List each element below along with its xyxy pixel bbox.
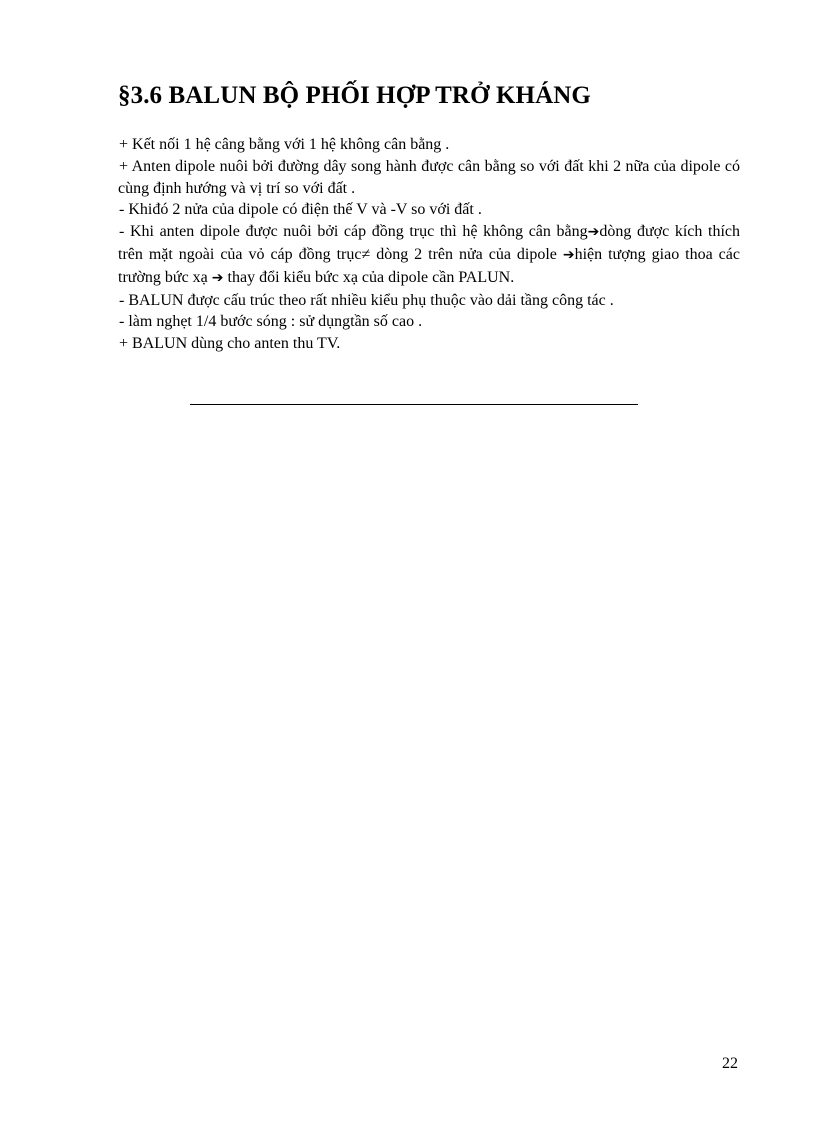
coax-text-part4: thay đổi kiểu bức xạ của dipole cần PALUN. (223, 268, 515, 286)
coax-text-part1: - Khi anten dipole được nuôi bởi cáp đồng trục thì hệ không cân bằng (119, 223, 588, 241)
paragraph-coax-feed (118, 221, 740, 289)
paragraph-balanced-connection: + Kết nối 1 hệ câng bằng với 1 hệ không cân bằng . (119, 136, 450, 153)
section-title: §3.6 BALUN BỘ PHỐI HỢP TRỞ KHÁNG (118, 82, 591, 109)
separator-line (190, 404, 638, 405)
arrow-icon: ➔ (587, 224, 600, 241)
paragraph-dipole-feed: + Anten dipole nuôi bởi đường dây song hành được cân bằng so với đất khi 2 nữa của dipole có cùng định hướng và vị trí so với đất . (118, 157, 740, 197)
section-body (118, 134, 740, 355)
arrow-icon: ➔ (562, 246, 575, 263)
page-number: 22 (722, 1055, 738, 1072)
paragraph-dipole-potential: - Khiđó 2 nửa của dipole có điện thế V và -V so với đất . (119, 201, 482, 219)
paragraph-balun-structure: - BALUN được cấu trúc theo rất nhiều kiểu phụ thuộc vào dải tầng công tác . (119, 291, 614, 309)
paragraph-balun-tv: + BALUN dùng cho anten thu TV. (119, 335, 341, 353)
coax-text-part3: hiện tượng giao thoa các trường bức xạ (118, 245, 740, 286)
arrow-icon: ➔ (211, 269, 224, 286)
coax-text-part2: dòng được kích thích trên mặt ngoài của vỏ cáp đồng trục≠ dòng 2 trên nửa của dipole (118, 223, 740, 263)
paragraph-quarter-wave: - làm nghẹt 1/4 bước sóng : sử dụngtần số cao . (119, 313, 423, 331)
